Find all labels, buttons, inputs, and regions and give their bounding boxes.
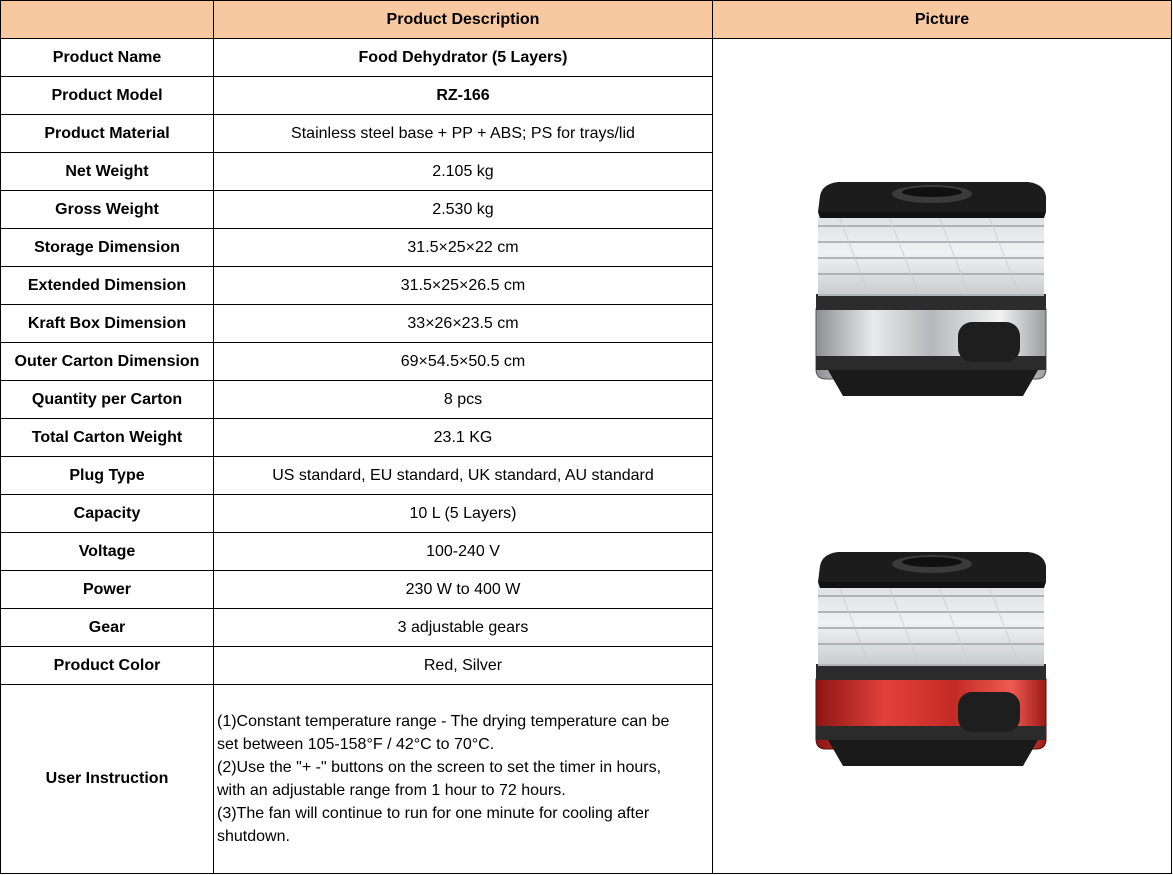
- header-product-description: Product Description: [214, 1, 713, 39]
- row-value: Food Dehydrator (5 Layers): [214, 39, 713, 77]
- row-label: Gross Weight: [1, 191, 214, 229]
- row-label: Power: [1, 571, 214, 609]
- table-row: [1, 39, 1172, 77]
- row-label: Outer Carton Dimension: [1, 343, 214, 381]
- instruction-line: (1)Constant temperature range - The drying temperature can be: [217, 713, 670, 730]
- row-value: 69×54.5×50.5 cm: [214, 343, 713, 381]
- row-value: Red, Silver: [214, 647, 713, 685]
- row-label: User Instruction: [1, 685, 214, 874]
- row-value: 23.1 KG: [214, 419, 713, 457]
- row-value: 31.5×25×22 cm: [214, 229, 713, 267]
- row-value: 100-240 V: [214, 533, 713, 571]
- row-value: 230 W to 400 W: [214, 571, 713, 609]
- row-label: Product Color: [1, 647, 214, 685]
- row-label: Plug Type: [1, 457, 214, 495]
- row-label: Total Carton Weight: [1, 419, 214, 457]
- row-label: Gear: [1, 609, 214, 647]
- user-instruction-text: [214, 685, 713, 874]
- row-label: Product Material: [1, 115, 214, 153]
- instruction-line: shutdown.: [217, 828, 290, 845]
- row-value: RZ-166: [214, 77, 713, 115]
- row-value: 2.530 kg: [214, 191, 713, 229]
- row-label: Quantity per Carton: [1, 381, 214, 419]
- row-label: Voltage: [1, 533, 214, 571]
- silver-dehydrator-photo: [808, 174, 1058, 414]
- instruction-line: (2)Use the "+ -" buttons on the screen to set the timer in hours,: [217, 759, 662, 776]
- row-value: 2.105 kg: [214, 153, 713, 191]
- instruction-line: (3)The fan will continue to run for one minute for cooling after: [217, 805, 650, 822]
- row-value: 31.5×25×26.5 cm: [214, 267, 713, 305]
- row-label: Storage Dimension: [1, 229, 214, 267]
- instruction-line: with an adjustable range from 1 hour to 72 hours.: [217, 782, 566, 799]
- row-value: Stainless steel base + PP + ABS; PS for trays/lid: [214, 115, 713, 153]
- row-label: Extended Dimension: [1, 267, 214, 305]
- row-label: Net Weight: [1, 153, 214, 191]
- row-value: 10 L (5 Layers): [214, 495, 713, 533]
- row-label: Capacity: [1, 495, 214, 533]
- row-value: 3 adjustable gears: [214, 609, 713, 647]
- row-value: US standard, EU standard, UK standard, AU standard: [214, 457, 713, 495]
- row-value: 8 pcs: [214, 381, 713, 419]
- red-dehydrator-photo: [808, 544, 1058, 784]
- row-value: 33×26×23.5 cm: [214, 305, 713, 343]
- picture-cell: [713, 39, 1172, 874]
- instruction-line: set between 105-158°F / 42°C to 70°C.: [217, 736, 495, 753]
- header-blank: [1, 1, 214, 39]
- header-row: [1, 1, 1172, 39]
- header-picture: Picture: [713, 1, 1172, 39]
- row-label: Product Model: [1, 77, 214, 115]
- row-label: Kraft Box Dimension: [1, 305, 214, 343]
- row-label: Product Name: [1, 39, 214, 77]
